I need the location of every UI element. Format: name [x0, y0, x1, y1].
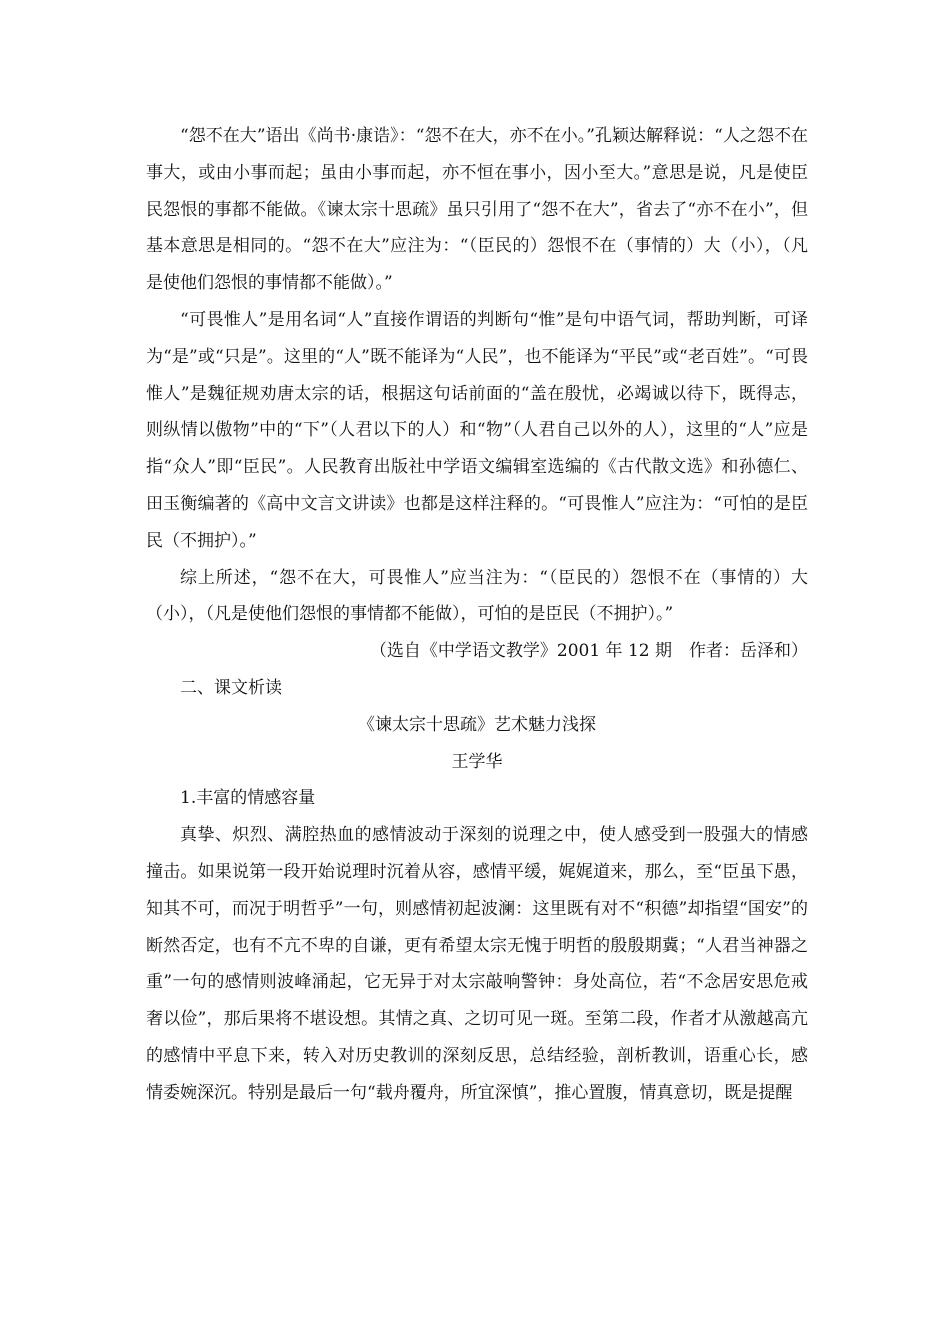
- subheading: 1.丰富的情感容量: [180, 788, 316, 809]
- paragraph-yuan-bu-zai-da: “怨不在大”语出《尚书·康诰》：“怨不在大，亦不在小。”孔颖达解释说：“人之怨不在事大，或由小事而起；虽由小事而起，亦不恒在事小，因小至大。”意思是说，凡是使臣民怨恨的事都不能做。《谏太宗十思疏》虽只引用了“怨不在大”，省去了“亦不在小”，但基本意思是相同的。“怨不在大”应注为：“（臣民的）怨恨不在（事情的）大（小），（凡是使他们怨恨的事情都不能做）。”: [146, 126, 808, 294]
- article-title: 《谏太宗十思疏》艺术魅力浅探: [358, 714, 596, 735]
- article-author: 王学华: [451, 751, 503, 772]
- paragraph-ke-wei-wei-ren: “可畏惟人”是用名词“人”直接作谓语的判断句“惟”是句中语气词，帮助判断，可译为“是”或“只是”。这里的“人”既不能译为“人民”，也不能译为“平民”或“老百姓”。“可畏惟人”是魏征规劝唐太宗的话，根据这句话前面的“盖在殷忧，必竭诚以待下，既得志，则纵情以傲物”中的“下”（人君以下的人）和“物”（人君自己以外的人），这里的“人”应是指“众人”即“臣民”。人民教育出版社中学语文编辑室选编的《古代散文选》和孙德仁、田玉衡编著的《高中文言文讲读》也都是这样注释的。“可畏惟人”应注为：“可怕的是臣民（不拥护）。”: [146, 309, 808, 551]
- paragraph-summary: 综上所述，“怨不在大，可畏惟人”应当注为：“（臣民的）怨恨不在（事情的）大（小），（凡是使他们怨恨的事情都不能做），可怕的是臣民（不拥护）。”: [146, 567, 808, 625]
- document-body: [146, 118, 808, 1112]
- paragraph-emotion: 真挚、炽烈、满腔热血的感情波动于深刻的说理之中，使人感受到一股强大的情感撞击。如果说第一段开始说理时沉着从容，感情平缓，娓娓道来，那么，至“臣虽下愚，知其不可，而况于明哲乎”一句，则感情初起波澜：这里既有对不“积德”却指望“国安”的断然否定，也有不亢不卑的自谦，更有希望太宗无愧于明哲的殷殷期冀；“人君当神器之重”一句的感情则波峰涌起，它无异于对太宗敲响警钟：身处高位，若“不念居安思危戒奢以俭”，那后果将不堪设想。其情之真、之切可见一斑。至第二段，作者才从激越高亢的感情中平息下来，转入对历史教训的深刻反思，总结经验，剖析教训，语重心长，感情委婉深沉。特别是最后一句“载舟覆舟，所宜深慎”，推心置腹，情真意切，既是提醒: [146, 825, 808, 1103]
- section-heading: 二、课文析读: [180, 677, 282, 698]
- source-citation: （选自《中学语文教学》2001 年 12 期 作者：岳泽和）: [369, 641, 808, 662]
